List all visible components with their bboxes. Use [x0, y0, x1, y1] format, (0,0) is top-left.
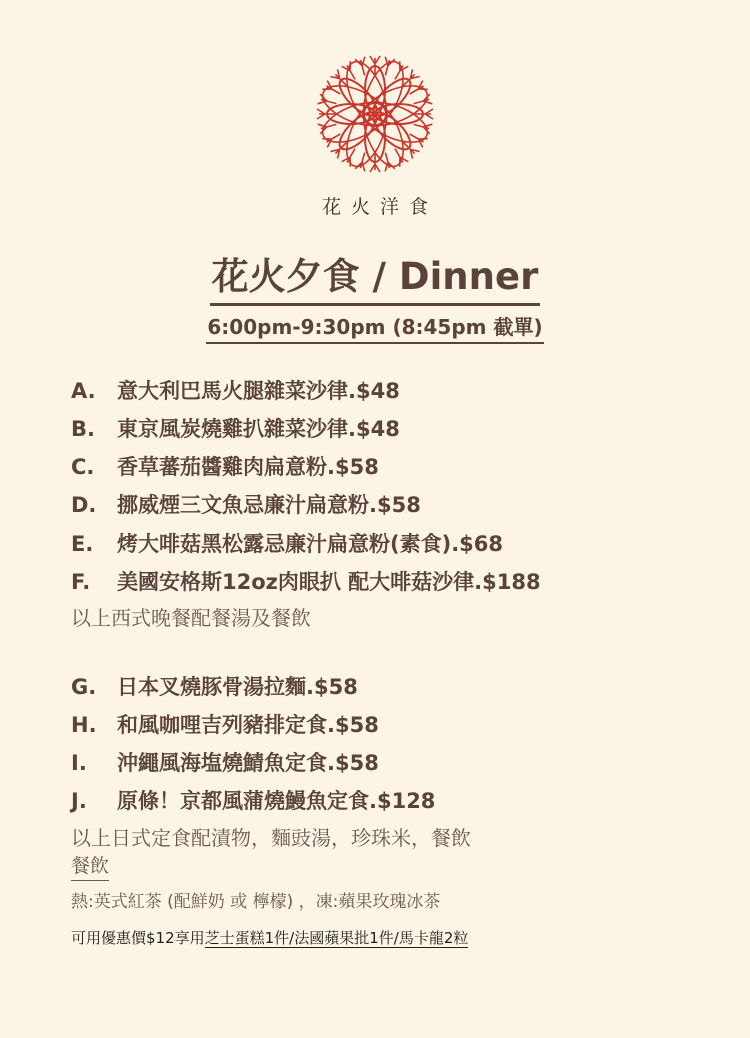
menu-item-b: B. 東京風炭燒雞扒雜菜沙律.$48 — [71, 417, 400, 441]
drinks-options: 熱:英式紅茶 (配鮮奶 或 檸檬) ，凍:蘋果玫瑰冰茶 — [71, 892, 441, 912]
japanese-set-note: 以上日式定食配漬物，麵豉湯，珍珠米，餐飲 — [71, 826, 471, 850]
dessert-offer — [71, 924, 468, 952]
menu-item-a: A. 意大利巴馬火腿雜菜沙律.$48 — [71, 379, 400, 403]
brand-name: 花火洋食 — [321, 196, 438, 218]
western-set-note: 以上西式晚餐配餐湯及餐飲 — [71, 606, 311, 630]
menu-item-i: I. 沖繩風海塩燒鯖魚定食.$58 — [71, 751, 379, 775]
menu-item-e: E. 烤大啡菇黑松露忌廉汁扁意粉(素食).$68 — [71, 532, 504, 556]
menu-item-f: F. 美國安格斯12oz肉眼扒 配大啡菇沙律.$188 — [71, 570, 541, 594]
offer-items: 芝士蛋糕1件/法國蘋果批1件/馬卡龍2粒 — [204, 929, 469, 947]
menu-item-h: H. 和風咖哩吉列豬排定食.$58 — [71, 713, 379, 737]
menu-item-c: C. 香草蕃茄醬雞肉扁意粉.$58 — [71, 455, 379, 479]
drinks-heading: 餐飲 — [71, 852, 109, 881]
menu-item-d: D. 挪威煙三文魚忌廉汁扁意粉.$58 — [71, 493, 421, 517]
brand-logo-icon — [309, 48, 441, 180]
menu-item-j: J. 原條！京都風蒲燒鰻魚定食.$128 — [71, 789, 436, 813]
page-title: 花火夕食 / Dinner — [210, 252, 541, 306]
offer-prefix: 可用優惠價$12享用 — [71, 929, 205, 947]
service-hours: 6:00pm-9:30pm (8:45pm 截單) — [206, 312, 543, 344]
menu-item-g: G. 日本叉燒豚骨湯拉麵.$58 — [71, 675, 358, 699]
